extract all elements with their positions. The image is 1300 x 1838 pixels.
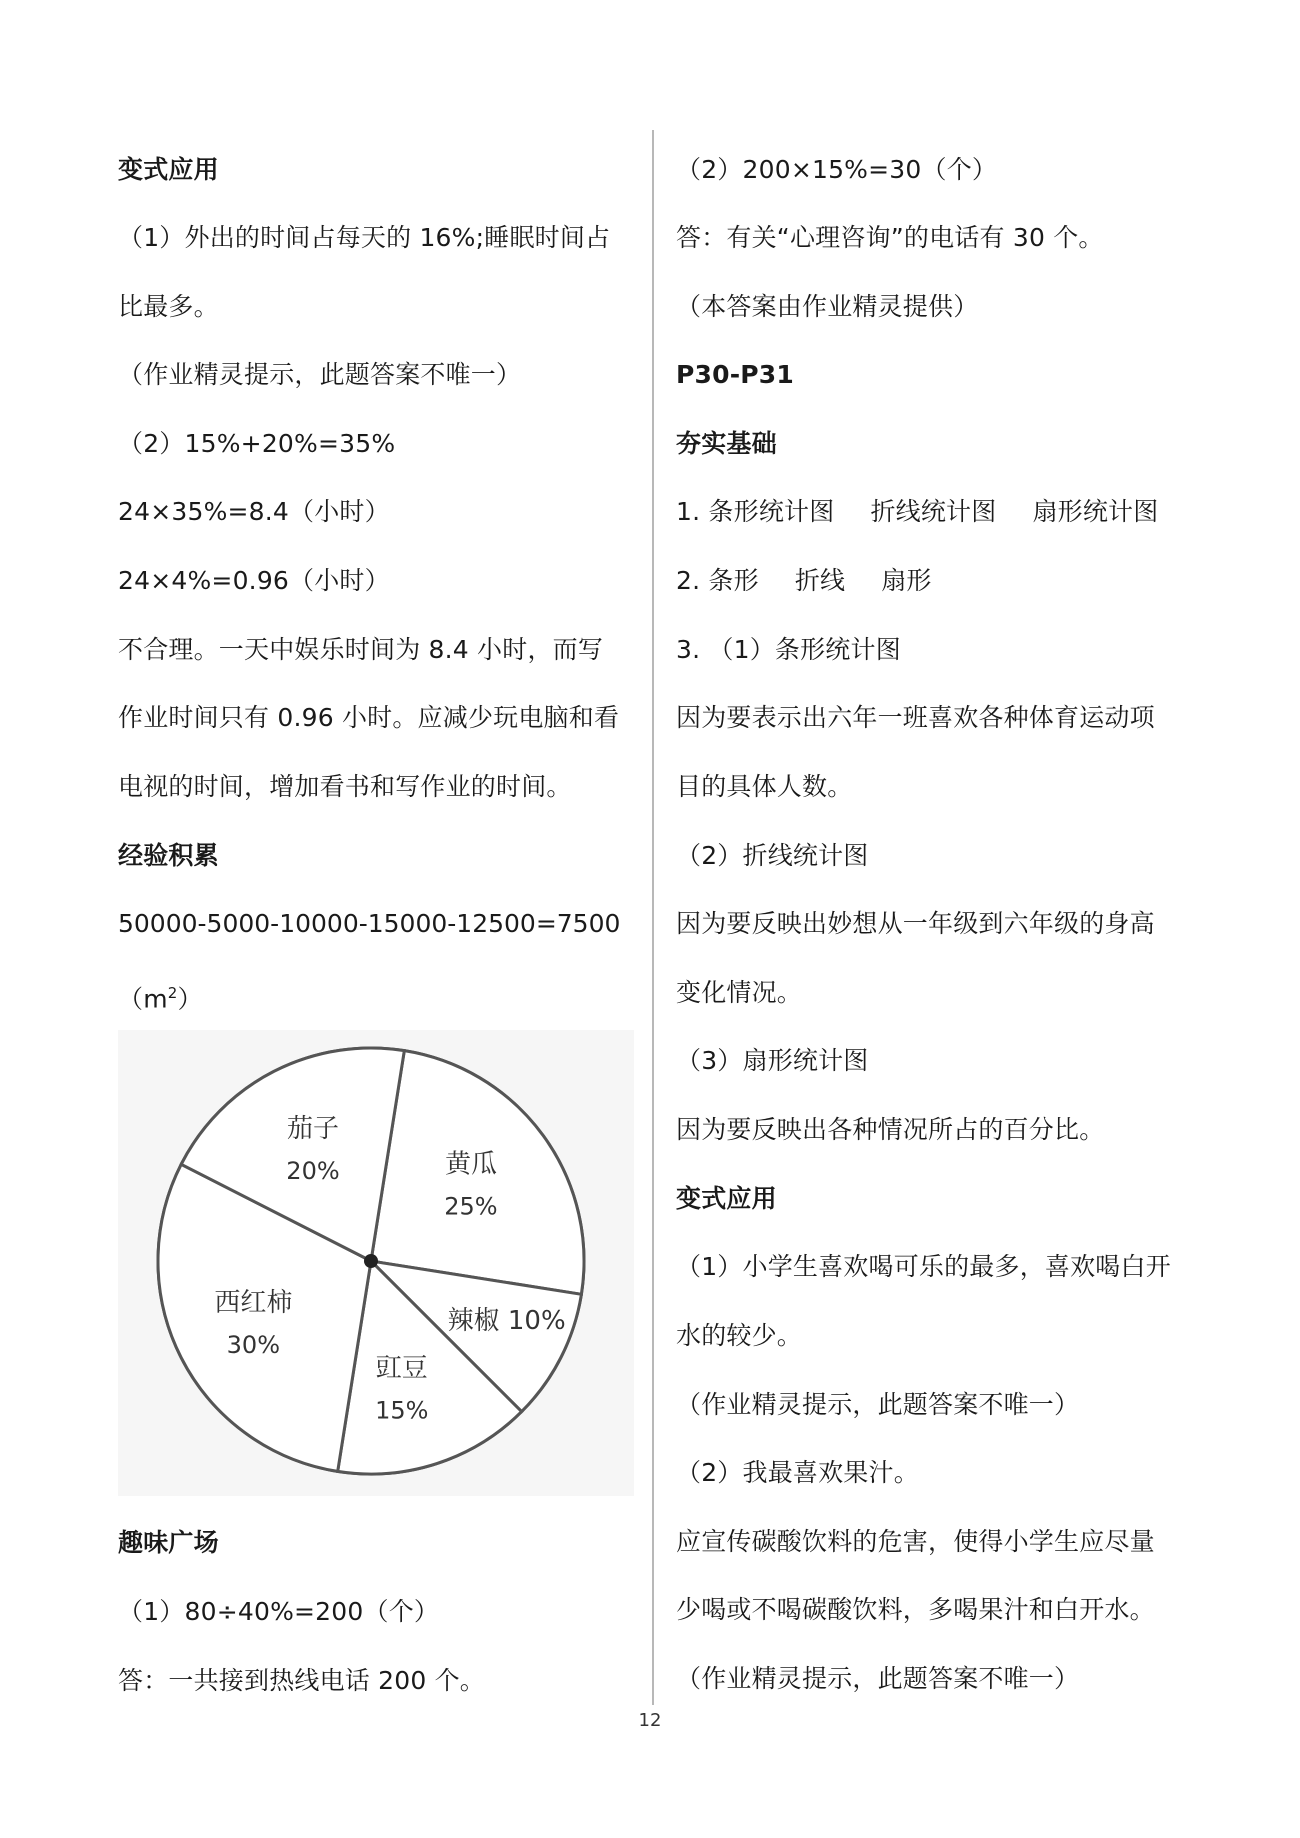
fun-heading: 趣味广场 <box>118 1528 219 1557</box>
experience-unit <box>118 975 203 1017</box>
pie-slice-percent: 25% <box>444 1192 498 1221</box>
answer-right: 答：有关“心理咨询”的电话有 30 个。 <box>676 223 1104 252</box>
item1-option: 折线统计图 <box>870 497 997 526</box>
pie-slice-percent: 20% <box>286 1157 340 1186</box>
unit-open: （m <box>118 984 168 1014</box>
q2-line5: 作业时间只有 0.96 小时。应减少玩电脑和看 <box>118 703 620 732</box>
vegetable-pie-chart <box>118 1030 634 1496</box>
item1-row <box>676 494 1194 530</box>
v2-line1: 应宣传碳酸饮料的危害，使得小学生应尽量 <box>676 1527 1155 1556</box>
pie-slice-name: 西红柿 <box>214 1287 293 1318</box>
q2-line6: 电视的时间，增加看书和写作业的时间。 <box>118 772 572 801</box>
item2-option: 扇形 <box>881 566 932 595</box>
pie-slice-name: 黄瓜 <box>444 1149 497 1180</box>
variant-heading-left: 变式应用 <box>118 155 219 184</box>
pie-center-dot <box>364 1254 378 1268</box>
item3-3-label: （3）扇形统计图 <box>676 1046 869 1075</box>
q2-line4: 不合理。一天中娱乐时间为 8.4 小时，而写 <box>118 635 604 664</box>
q1-line2: 比最多。 <box>118 292 219 321</box>
experience-heading: 经验积累 <box>118 841 219 870</box>
item3-2-reason-line1: 因为要反映出妙想从一年级到六年级的身高 <box>676 909 1155 938</box>
v2-line2: 少喝或不喝碳酸饮料，多喝果汁和白开水。 <box>676 1595 1155 1624</box>
source-note: （本答案由作业精灵提供） <box>676 292 979 321</box>
item2-number: 2. <box>676 566 701 595</box>
page-number: 12 <box>638 1710 662 1731</box>
unit-close: ） <box>177 984 203 1014</box>
item3-2-reason-line2: 变化情况。 <box>676 978 803 1007</box>
item3-2-label: （2）折线统计图 <box>676 841 869 870</box>
item3-3-reason: 因为要反映出各种情况所占的百分比。 <box>676 1115 1105 1144</box>
v2-label: （2）我最喜欢果汁。 <box>676 1458 919 1487</box>
pie-slice-name: 豇豆 <box>375 1353 428 1384</box>
item2-option: 折线 <box>794 566 846 595</box>
v1-line2: 水的较少。 <box>676 1321 803 1350</box>
q1-line1: （1）外出的时间占每天的 16%;睡眠时间占 <box>118 223 611 252</box>
pie-slice-percent: 15% <box>375 1396 429 1425</box>
q2-line2: 24×35%=8.4（小时） <box>118 497 390 526</box>
experience-calc: 50000-5000-10000-15000-12500=7500 <box>118 909 621 938</box>
fun-a1: 答：一共接到热线电话 200 个。 <box>118 1666 486 1695</box>
column-divider <box>652 130 654 1705</box>
hint-2: （作业精灵提示，此题答案不唯一） <box>676 1390 1080 1419</box>
item1-number: 1. <box>676 497 701 526</box>
item1-option: 扇形统计图 <box>1032 497 1159 526</box>
pie-slice-name: 茄子 <box>286 1114 339 1145</box>
page-range-heading: P30-P31 <box>676 360 795 389</box>
q2-calc-right: （2）200×15%=30（个） <box>676 155 998 184</box>
fun-q1: （1）80÷40%=200（个） <box>118 1597 440 1626</box>
pie-slice-label: 辣椒 10% <box>447 1305 566 1336</box>
q2-line3: 24×4%=0.96（小时） <box>118 566 390 595</box>
variant-heading-right: 变式应用 <box>676 1184 777 1213</box>
basics-heading: 夯实基础 <box>676 429 777 458</box>
pie-chart-svg <box>118 1030 634 1496</box>
hint-3: （作业精灵提示，此题答案不唯一） <box>676 1664 1080 1693</box>
item3-reason-line1: 因为要表示出六年一班喜欢各种体育运动项 <box>676 703 1155 732</box>
v1-line1: （1）小学生喜欢喝可乐的最多，喜欢喝白开 <box>676 1252 1171 1281</box>
item2-row <box>676 563 968 599</box>
q2-line1: （2）15%+20%=35% <box>118 429 396 458</box>
item3-label: 3. （1）条形统计图 <box>676 635 901 664</box>
unit-superscript: 2 <box>167 984 178 1002</box>
pie-slice-percent: 30% <box>226 1330 281 1359</box>
hint-1: （作业精灵提示，此题答案不唯一） <box>118 360 522 389</box>
item3-reason-line2: 目的具体人数。 <box>676 772 853 801</box>
item2-option: 条形 <box>708 566 759 595</box>
item1-option: 条形统计图 <box>708 497 835 526</box>
